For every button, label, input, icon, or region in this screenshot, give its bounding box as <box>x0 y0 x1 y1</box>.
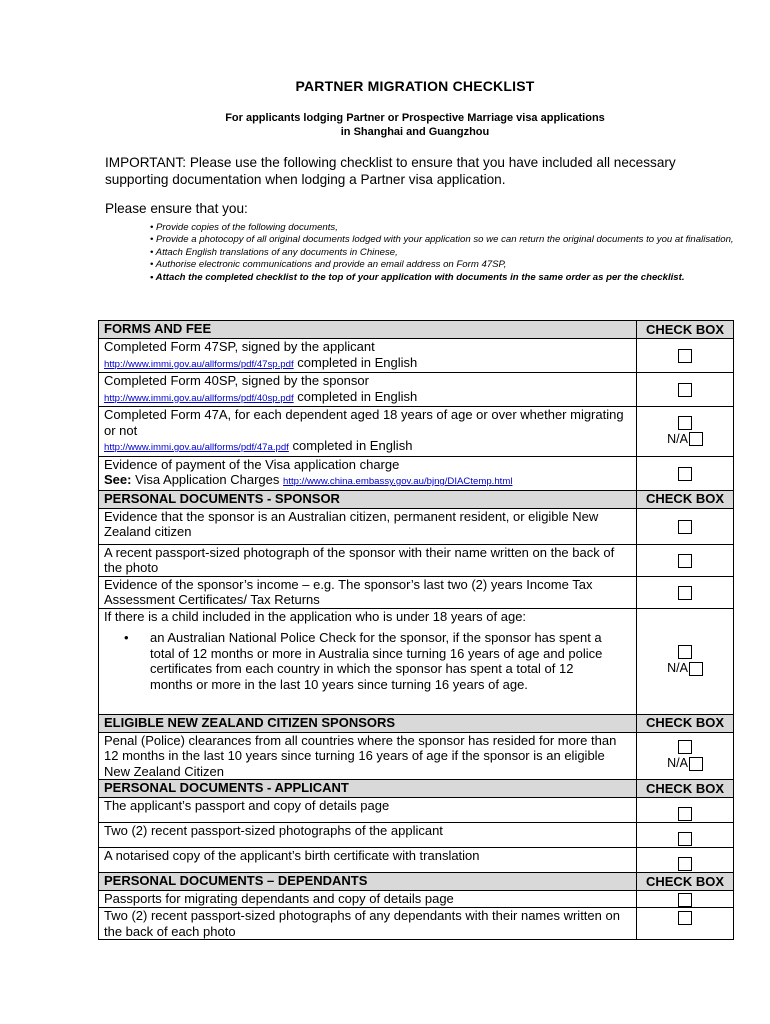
table-row: Completed Form 40SP, signed by the sponsor http://www.immi.gov.au/allforms/pdf/40sp.pdf completed in English <box>99 373 734 407</box>
table-row <box>99 908 734 940</box>
section-header-dependants <box>99 873 734 891</box>
na-checkbox[interactable] <box>689 432 703 446</box>
section-header-nz <box>99 714 734 732</box>
table-row <box>99 576 734 608</box>
row-text: If there is a child included in the application who is under 18 years of age: <box>104 608 527 624</box>
row-text: A recent passport-sized photograph of the sponsor with their name written on the back of the photo <box>99 544 637 576</box>
row-text: an Australian National Police Check for the sponsor, if the sponsor has spent a total of 12 months or more in Australia since turning 16 years of age and police certificates from each country in which the sponsor has spent a total of 12 months or more in the last 10 years since turning 16 years of age. <box>150 630 603 692</box>
form-47a-link[interactable]: http://www.immi.gov.au/allforms/pdf/47a.pdf <box>104 442 289 453</box>
see-label: See: <box>104 472 132 487</box>
na-label: N/A <box>667 756 688 770</box>
checkbox[interactable] <box>678 893 692 907</box>
section-title: PERSONAL DOCUMENTS - APPLICANT <box>99 780 637 798</box>
check-box-header: CHECK BOX <box>637 321 734 339</box>
row-text: Completed Form 47SP, signed by the applicant <box>104 339 375 354</box>
checkbox[interactable] <box>678 416 692 430</box>
list-item: • Authorise electronic communications and provide an email address on Form 47SP, <box>150 259 507 271</box>
instruction-list <box>150 222 735 284</box>
table-row: Completed Form 47SP, signed by the applicant http://www.immi.gov.au/allforms/pdf/47sp.pdf completed in English <box>99 339 734 373</box>
section-header-applicant <box>99 780 734 798</box>
page-title: PARTNER MIGRATION CHECKLIST <box>295 78 535 94</box>
table-row <box>99 544 734 576</box>
row-text: Completed Form 47A, for each dependent aged 18 years of age or over whether migrating or not <box>104 407 624 438</box>
visa-charges-link[interactable]: http://www.china.embassy.gov.au/bjng/DIACtemp.html <box>283 476 513 487</box>
section-title: PERSONAL DOCUMENTS – DEPENDANTS <box>99 873 637 891</box>
checkbox[interactable] <box>678 467 692 481</box>
row-text: Evidence of the sponsor’s income – e.g. The sponsor’s last two (2) years Income Tax Assessment Certificates/ Tax Returns <box>99 576 637 608</box>
table-row <box>99 891 734 908</box>
table-row <box>99 732 734 780</box>
row-text: Evidence of payment of the Visa application charge <box>104 456 400 472</box>
table-row <box>99 798 734 823</box>
table-row <box>99 823 734 848</box>
section-header-sponsor <box>99 490 734 508</box>
checkbox[interactable] <box>678 520 692 534</box>
checkbox[interactable] <box>678 807 692 821</box>
list-item: • Attach English translations of any documents in Chinese, <box>150 246 398 258</box>
row-text: The applicant’s passport and copy of details page <box>99 798 637 823</box>
table-row <box>99 508 734 544</box>
row-text: Two (2) recent passport-sized photographs of any dependants with their names written on the back of each photo <box>99 908 637 940</box>
row-text: A notarised copy of the applicant’s birth certificate with translation <box>99 848 637 873</box>
form-40sp-link[interactable]: http://www.immi.gov.au/allforms/pdf/40sp.pdf <box>104 392 294 404</box>
page-subtitle <box>0 111 770 139</box>
table-row <box>99 608 734 714</box>
row-text: Evidence that the sponsor is an Australian citizen, permanent resident, or eligible New Zealand citizen <box>99 508 637 544</box>
ensure-heading: Please ensure that you: <box>105 201 248 216</box>
row-text: Passports for migrating dependants and copy of details page <box>99 891 637 908</box>
checkbox[interactable] <box>678 554 692 568</box>
form-47sp-link[interactable]: http://www.immi.gov.au/allforms/pdf/47sp.pdf <box>104 358 294 370</box>
checklist-table <box>98 320 734 940</box>
section-title: PERSONAL DOCUMENTS - SPONSOR <box>99 490 637 508</box>
row-text: Completed Form 40SP, signed by the sponsor <box>104 373 369 388</box>
row-text: Penal (Police) clearances from all countries where the sponsor has resided for more than 12 months in the last 10 years since turning 16 years of age if the sponsor is an eligible New Zealand Citizen <box>99 732 637 780</box>
important-note: IMPORTANT: Please use the following checklist to ensure that you have included all necessary supporting documentation when lodging a Partner visa application. <box>105 155 676 187</box>
list-item: • Provide copies of the following documents, <box>150 222 338 233</box>
list-item: • Provide a photocopy of all original documents lodged with your application so we can return the original documents to you at finalisation, <box>150 234 734 246</box>
na-label: N/A <box>667 661 688 676</box>
subtitle-line-1: For applicants lodging Partner or Prospective Marriage visa applications <box>225 112 605 124</box>
table-row: Evidence of payment of the Visa application charge See: Visa Application Charges http://www.china.embassy.gov.au/bjng/DIACtemp.html <box>99 456 734 490</box>
checkbox[interactable] <box>678 586 692 600</box>
checkbox[interactable] <box>678 349 692 363</box>
check-box-header: CHECK BOX <box>637 873 734 891</box>
check-box-header: CHECK BOX <box>637 714 734 732</box>
checkbox[interactable] <box>678 383 692 397</box>
check-box-header: CHECK BOX <box>637 490 734 508</box>
na-checkbox[interactable] <box>689 662 703 676</box>
check-box-header: CHECK BOX <box>637 780 734 798</box>
checkbox[interactable] <box>678 911 692 925</box>
table-row <box>99 848 734 873</box>
row-text: Two (2) recent passport-sized photographs of the applicant <box>99 823 637 848</box>
subtitle-line-2: in Shanghai and Guangzhou <box>340 126 490 138</box>
checkbox[interactable] <box>678 645 692 659</box>
section-title: FORMS AND FEE <box>99 321 637 339</box>
na-label: N/A <box>667 431 688 446</box>
checkbox[interactable] <box>678 857 692 871</box>
checkbox[interactable] <box>678 832 692 846</box>
na-checkbox[interactable] <box>689 757 703 771</box>
section-header-forms <box>99 321 734 339</box>
list-item: • Attach the completed checklist to the top of your application with documents in the same order as per the checklist. <box>150 271 685 283</box>
checkbox[interactable] <box>678 740 692 754</box>
table-row: Completed Form 47A, for each dependent aged 18 years of age or over whether migrating or not http://www.immi.gov.au/allforms/pdf/47a.pdf completed in English N/A <box>99 407 734 457</box>
section-title: ELIGIBLE NEW ZEALAND CITIZEN SPONSORS <box>99 714 637 732</box>
list-item: • an Australian National Police Check for the sponsor, if the sponsor has spent a total of 12 months or more in Australia since turning 16 years of age and police certificates from each country in which the sponsor has spent a total of 12 months or more in the last 10 years since turning 16 years of age. <box>104 624 631 692</box>
